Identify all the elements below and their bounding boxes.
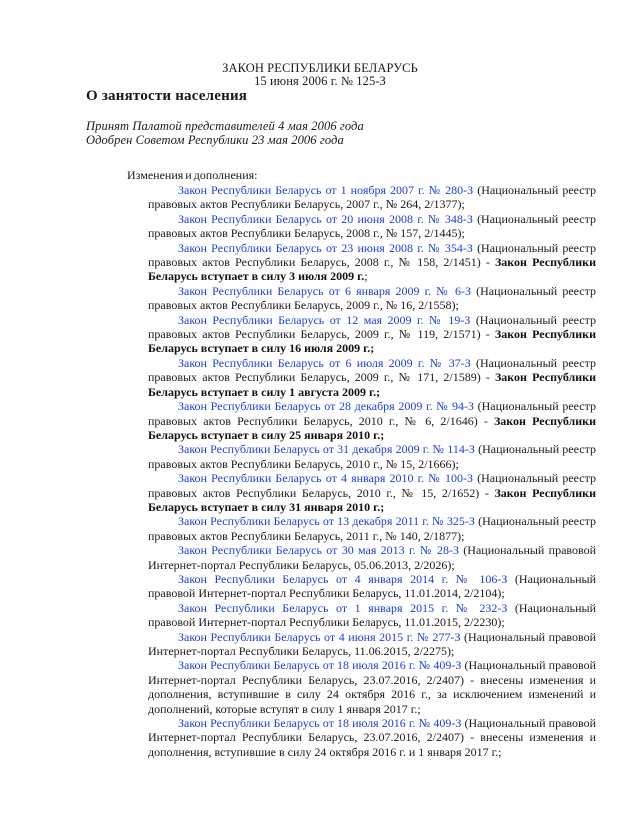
- amendment-note: Закон Республики Беларусь вступает в силу 3 июля 2009 г.: [148, 255, 597, 284]
- amendment-item: [148, 716, 596, 759]
- amendment-source: (Национальный правовой Интернет-портал Республики Беларусь, 11.01.2014, 2/2104);: [148, 571, 596, 601]
- amendment-tail: ;: [364, 269, 368, 284]
- amendment-item: [148, 399, 596, 442]
- amendment-source: (Национальный реестр правовых актов Республики Беларусь, 2007 г., № 264, 2/1377);: [148, 183, 596, 212]
- amendment-note: Закон Республики Беларусь вступает в силу 16 июля 2009 г.;: [148, 327, 596, 356]
- amendment-link[interactable]: Закон Республики Беларусь от 1 января 2015 г. № 232-З: [178, 600, 508, 615]
- amendment-link[interactable]: Закон Республики Беларусь от 18 июля 2016 г. № 409-З: [178, 658, 462, 673]
- amendment-source: (Национальный реестр правовых актов Республики Беларусь, 2008 г., № 157, 2/1445);: [148, 211, 596, 241]
- amendment-link[interactable]: Закон Республики Беларусь от 13 декабря 2011 г. № 325-З: [178, 514, 475, 529]
- law-heading: ЗАКОН РЕСПУБЛИКИ БЕЛАРУСЬ: [222, 61, 418, 75]
- amendment-item: [148, 601, 596, 630]
- amendment-item: [148, 658, 596, 716]
- amendment-item: [148, 241, 596, 284]
- adoption-approved: Одобрен Советом Республики 23 мая 2006 года: [86, 133, 344, 147]
- amendment-item: [148, 630, 596, 659]
- amendment-source: (Национальный правовой Интернет-портал Республики Беларусь, 11.01.2015, 2/2230);: [148, 600, 596, 630]
- amendment-link[interactable]: Закон Республики Беларусь от 23 июня 2008 г. № 354-З: [178, 240, 473, 255]
- amendment-link[interactable]: Закон Республики Беларусь от 18 июля 2016 г. № 409-З: [178, 716, 462, 731]
- amendment-item: [148, 183, 596, 212]
- amendment-item: [148, 313, 596, 356]
- amendment-note: Закон Республики Беларусь вступает в силу 25 января 2010 г.;: [148, 413, 597, 442]
- amendment-link[interactable]: Закон Республики Беларусь от 12 мая 2009 г. № 19-З: [178, 312, 471, 327]
- amendment-source: (Национальный реестр правовых актов Республики Беларусь, 2010 г., № 15, 2/1666);: [148, 442, 596, 471]
- adoption-accepted: Принят Палатой представителей 4 мая 2006 года: [86, 119, 364, 133]
- document-title: О занятости населения: [86, 88, 248, 104]
- law-date-number: 15 июня 2006 г. № 125-З: [254, 74, 386, 88]
- amendments-list: [148, 183, 596, 759]
- amendment-link[interactable]: Закон Республики Беларусь от 30 мая 2013 г. № 28-З: [178, 543, 459, 558]
- amendment-source: (Национальный реестр правовых актов Республики Беларусь, 2011 г., № 140, 2/1877);: [148, 514, 596, 543]
- amendment-source: (Национальный правовой Интернет-портал Республики Беларусь, 05.06.2013, 2/2026);: [148, 543, 597, 572]
- amendment-link[interactable]: Закон Республики Беларусь от 4 июня 2015 г. № 277-З: [178, 629, 461, 644]
- amendment-source: (Национальный правовой Интернет-портал Республики Беларусь, 23.07.2016, 2/2407) - внесены изменения и дополнения, вступившие в силу 24 октября 2016 г., за исключением изменений и дополнений, которые вступят в силу 1 января 2017 г.;: [148, 658, 597, 716]
- amendment-source: (Национальный реестр правовых актов Республики Беларусь, 2009 г., № 119, 2/1571) -: [148, 312, 596, 342]
- amendment-item: [148, 356, 596, 399]
- amendment-item: [148, 543, 596, 572]
- amendment-source: (Национальный реестр правовых актов Республики Беларусь, 2008 г., № 158, 2/1451) -: [148, 240, 596, 270]
- amendment-link[interactable]: Закон Республики Беларусь от 28 декабря 2009 г. № 94-З: [178, 399, 474, 414]
- amendment-link[interactable]: Закон Республики Беларусь от 6 июля 2009 г. № 37-З: [178, 355, 471, 370]
- amendment-source: (Национальный реестр правовых актов Республики Беларусь, 2010 г., № 15, 2/1652) -: [148, 471, 596, 500]
- amendment-source: (Национальный реестр правовых актов Республики Беларусь, 2009 г., № 16, 2/1558);: [148, 283, 596, 313]
- amendment-item: [148, 284, 596, 313]
- amendment-item: [148, 514, 596, 543]
- amendment-note: Закон Республики Беларусь вступает в силу 31 января 2010 г.;: [148, 485, 597, 514]
- amendment-source: (Национальный правовой Интернет-портал Республики Беларусь, 11.06.2015, 2/2275);: [148, 629, 596, 658]
- amendment-item: [148, 572, 596, 601]
- amendment-note: Закон Республики Беларусь вступает в силу 1 августа 2009 г.;: [148, 370, 597, 399]
- amendment-item: [148, 442, 596, 471]
- amendment-link[interactable]: Закон Республики Беларусь от 6 января 2009 г. № 6-З: [178, 283, 472, 298]
- amendment-source: (Национальный правовой Интернет-портал Республики Беларусь, 23.07.2016, 2/2407) - внесены изменения и дополнения, вступившие в силу 24 октября 2016 г. и 1 января 2017 г.;: [148, 716, 597, 759]
- amendment-link[interactable]: Закон Республики Беларусь от 4 января 2014 г. № 106-З: [178, 571, 508, 586]
- amendment-link[interactable]: Закон Республики Беларусь от 1 ноября 2007 г. № 280-З: [178, 183, 474, 197]
- amendment-source: (Национальный реестр правовых актов Республики Беларусь, 2010 г., № 6, 2/1646) -: [148, 399, 596, 428]
- amendment-item: [148, 471, 596, 514]
- amendment-link[interactable]: Закон Республики Беларусь от 31 декабря 2009 г. № 114-З: [178, 442, 475, 457]
- changes-label: Изменения и дополнения:: [127, 168, 258, 182]
- amendment-source: (Национальный реестр правовых актов Республики Беларусь, 2009 г., № 171, 2/1589) -: [148, 355, 596, 385]
- amendment-link[interactable]: Закон Республики Беларусь от 4 января 2010 г. № 100-З: [178, 471, 474, 486]
- amendment-link[interactable]: Закон Республики Беларусь от 20 июня 2008 г. № 348-З: [178, 211, 473, 226]
- amendment-item: [148, 212, 596, 241]
